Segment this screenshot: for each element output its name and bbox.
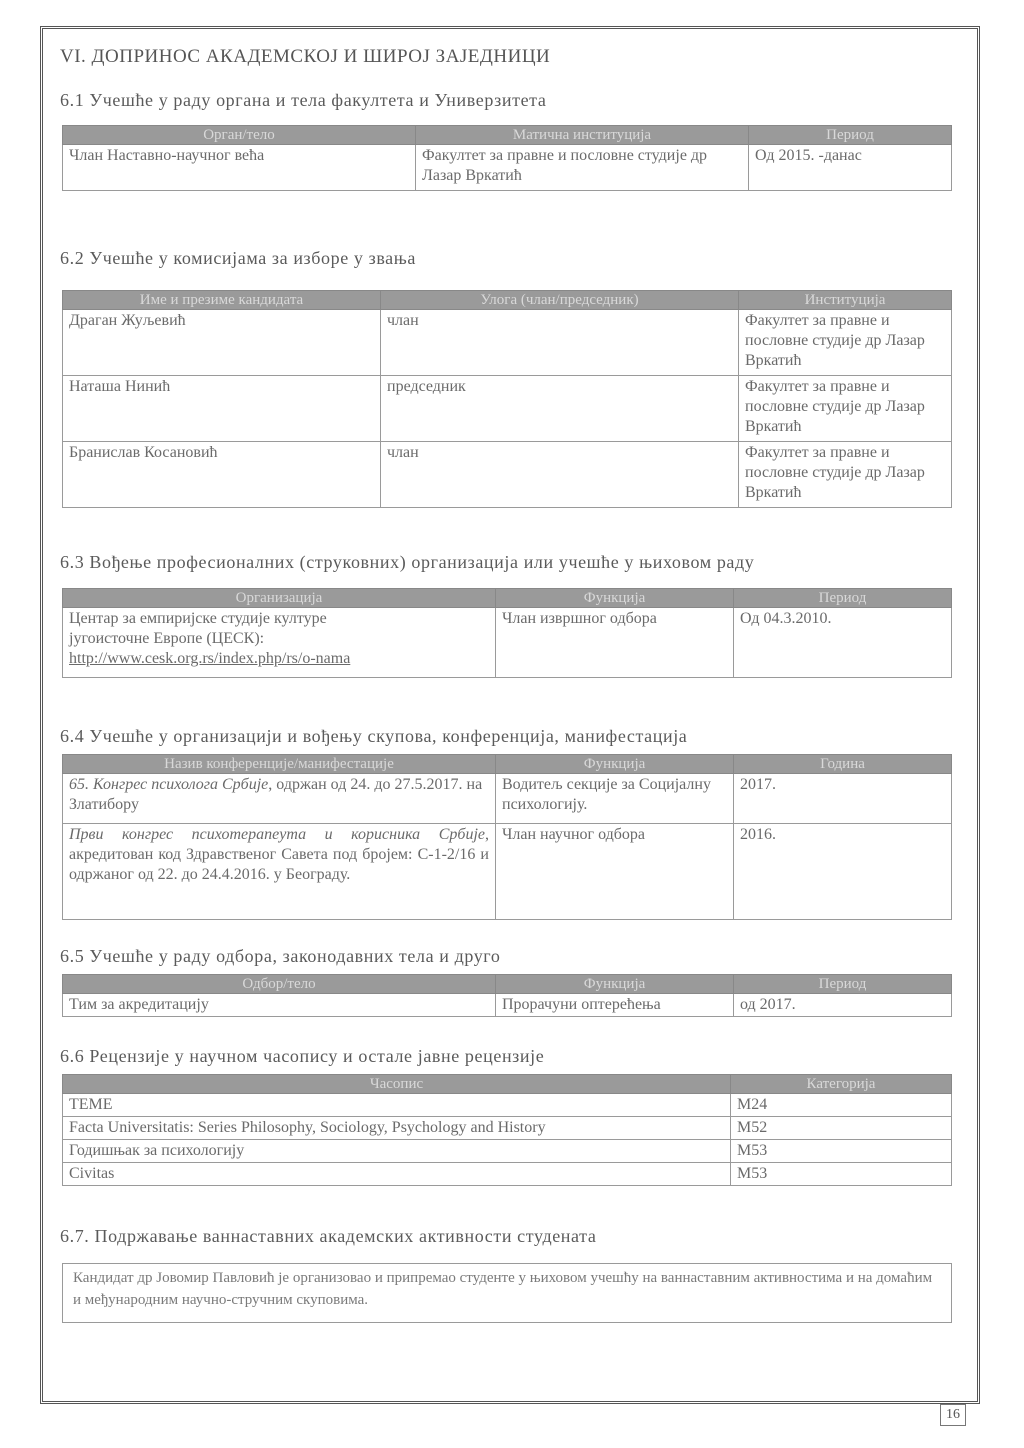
table-cell: 2017. (734, 774, 952, 824)
table-cell (63, 774, 496, 824)
organization-link[interactable]: http://www.cesk.org.rs/index.php/rs/o-nama (69, 650, 351, 667)
table-cell: Тим за акредитацију (63, 994, 496, 1017)
column-header: Одбор/тело (63, 975, 496, 994)
table-row (63, 145, 952, 191)
table-row (63, 1140, 952, 1163)
section-6-2-table (62, 290, 952, 508)
table-cell: Члан научног одбора (496, 824, 734, 920)
table-row (63, 310, 952, 376)
section-6-7-heading: 6.7. Подржавање ваннаставних академских активности студената (60, 1226, 597, 1246)
section-6-5-table (62, 974, 952, 1017)
table-cell: Од 04.3.2010. (734, 608, 952, 678)
table-row (63, 994, 952, 1017)
section-6-1-heading: 6.1 Учешће у раду органа и тела факултета и Универзитета (60, 90, 547, 110)
column-header: Организација (63, 589, 496, 608)
conference-details: , акредитован код Здравственог Савета под бројем: С-1-2/16 и одржаног од 22. до 24.4.2016. у Београду. (69, 826, 489, 883)
table-cell: члан (381, 442, 739, 508)
table-header-row (63, 1075, 952, 1094)
column-header: Година (734, 755, 952, 774)
table-header-row (63, 589, 952, 608)
table-cell: Годишњак за психологију (63, 1140, 731, 1163)
section-6-1-table (62, 125, 952, 191)
column-header: Период (749, 126, 952, 145)
table-row (63, 774, 952, 824)
table-header-row (63, 126, 952, 145)
table-cell: Драган Жуљевић (63, 310, 381, 376)
organization-name: Центар за емпиријске студије културе (69, 610, 327, 627)
table-cell: Факултет за правне и пословне студије др Лазар Вркатић (739, 310, 952, 376)
table-cell: 2016. (734, 824, 952, 920)
table-row (63, 824, 952, 920)
table-cell: Факултет за правне и пословне студије др Лазар Вркатић (416, 145, 749, 191)
column-header: Институција (739, 291, 952, 310)
table-cell: M52 (731, 1117, 952, 1140)
table-cell: од 2017. (734, 994, 952, 1017)
section-6-5-heading: 6.5 Учешће у раду одбора, законодавних тела и друго (60, 946, 501, 966)
column-header: Матична институција (416, 126, 749, 145)
table-cell: Факултет за правне и пословне студије др Лазар Вркатић (739, 442, 952, 508)
table-row (63, 1117, 952, 1140)
table-cell: Водитељ секције за Социјалну психологију. (496, 774, 734, 824)
conference-name: Први конгрес психотерапеута и корисника Србије (69, 826, 485, 843)
table-header-row (63, 291, 952, 310)
section-6-7-text: Кандидат др Јовомир Павловић је организовао и припремао студенте у њиховом учешћу на ваннаставним активностима и на домаћим и међународним научно-стручним скуповима. (62, 1263, 952, 1323)
section-6-4-heading: 6.4 Учешће у организацији и вођењу скупова, конференција, манифестација (60, 726, 688, 746)
organization-name-cont: југоисточне Европе (ЦЕСК): (69, 630, 265, 647)
table-cell: Facta Universitatis: Series Philosophy, Sociology, Psychology and History (63, 1117, 731, 1140)
table-cell: Бранислав Косановић (63, 442, 381, 508)
table-row (63, 376, 952, 442)
table-cell: Члан извршног одбора (496, 608, 734, 678)
table-cell: Наташа Нинић (63, 376, 381, 442)
conference-details: , одржан од 24. до 27.5.2017. на Златибору (69, 776, 483, 813)
table-row (63, 1094, 952, 1117)
column-header: Часопис (63, 1075, 731, 1094)
table-cell: Прорачуни оптерећења (496, 994, 734, 1017)
column-header: Функција (496, 755, 734, 774)
table-cell: Факултет за правне и пословне студије др Лазар Вркатић (739, 376, 952, 442)
column-header: Функција (496, 975, 734, 994)
table-cell (63, 824, 496, 920)
page-frame (40, 26, 980, 1404)
section-6-3-table (62, 588, 952, 678)
section-6-4-table (62, 754, 952, 920)
column-header: Категорија (731, 1075, 952, 1094)
conference-name: 65. Конгрес психолога Србије (69, 776, 269, 793)
column-header: Орган/тело (63, 126, 416, 145)
section-6-6-table (62, 1074, 952, 1186)
page-title: VI. ДОПРИНОС АКАДЕМСКОЈ И ШИРОЈ ЗАЈЕДНИЦИ (60, 46, 551, 67)
table-cell: члан (381, 310, 739, 376)
table-cell: Од 2015. -данас (749, 145, 952, 191)
column-header: Назив конференције/манифестације (63, 755, 496, 774)
section-6-6-heading: 6.6 Рецензије у научном часопису и остале јавне рецензије (60, 1046, 545, 1066)
table-cell: Члан Наставно-научног већа (63, 145, 416, 191)
table-cell: M24 (731, 1094, 952, 1117)
page-number: 16 (940, 1404, 966, 1426)
table-cell (63, 608, 496, 678)
column-header: Период (734, 589, 952, 608)
column-header: Име и презиме кандидата (63, 291, 381, 310)
table-cell: Civitas (63, 1163, 731, 1186)
table-header-row (63, 755, 952, 774)
section-6-3-heading: 6.3 Вођење професионалних (струковних) организација или учешће у њиховом раду (60, 552, 755, 572)
column-header: Период (734, 975, 952, 994)
table-cell: M53 (731, 1140, 952, 1163)
table-header-row (63, 975, 952, 994)
section-6-2-heading: 6.2 Учешће у комисијама за изборе у звања (60, 248, 416, 268)
table-cell: председник (381, 376, 739, 442)
table-row (63, 442, 952, 508)
table-cell: M53 (731, 1163, 952, 1186)
table-cell: TEME (63, 1094, 731, 1117)
column-header: Функција (496, 589, 734, 608)
column-header: Улога (члан/председник) (381, 291, 739, 310)
table-row (63, 608, 952, 678)
table-row (63, 1163, 952, 1186)
